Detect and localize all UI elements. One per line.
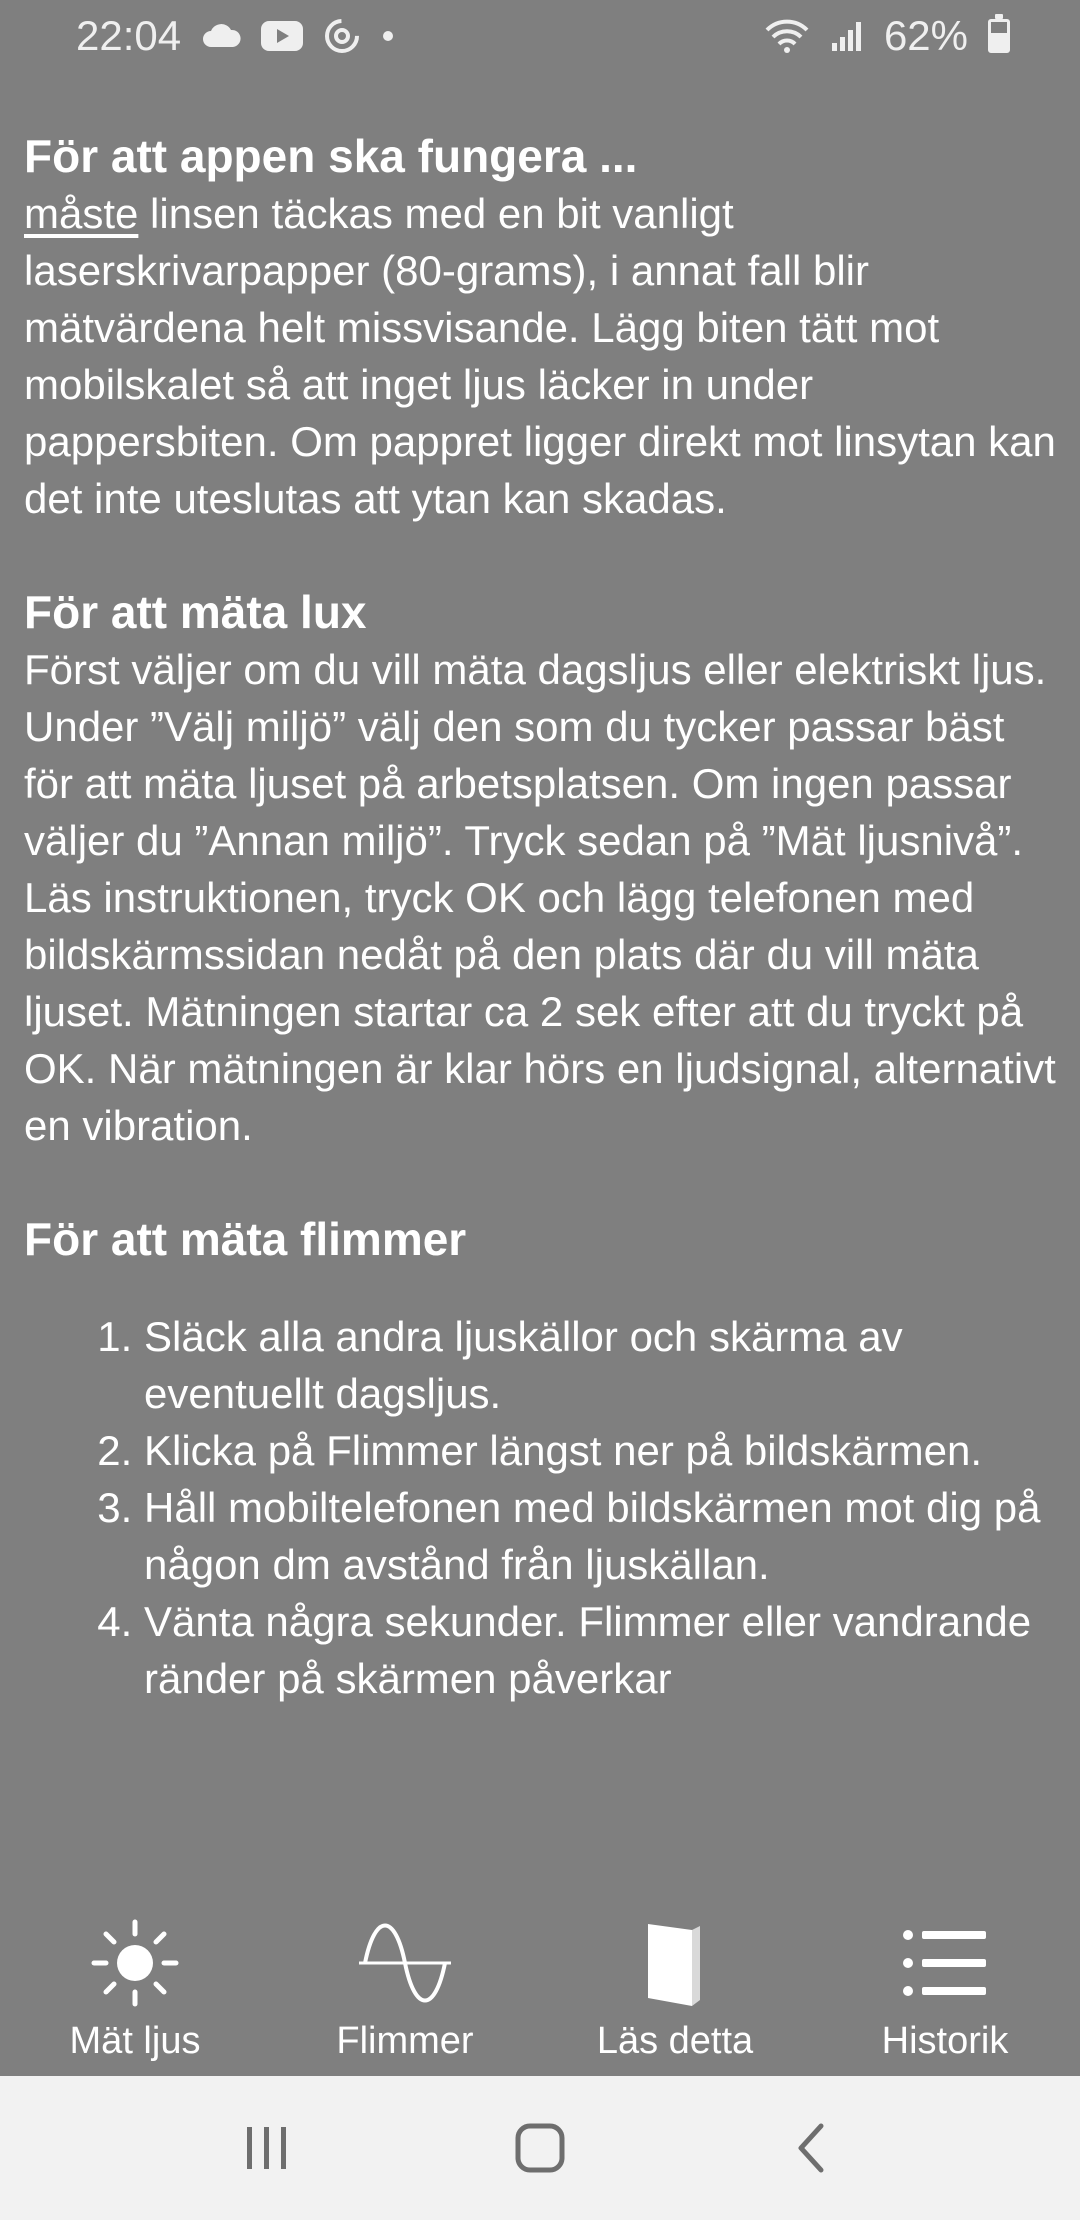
- nav-item-mat-ljus[interactable]: [0, 1898, 270, 2076]
- cloud-icon: [201, 23, 241, 49]
- list-item: 3. Håll mobiltelefonen med bildskärmen mot dig på någon dm avstånd från ljuskällan.: [144, 1479, 1064, 1593]
- nav-label: Mät ljus: [69, 2020, 201, 2062]
- back-icon[interactable]: [783, 2118, 843, 2178]
- nav-label: Historik: [881, 2020, 1009, 2062]
- status-bar: [0, 0, 1080, 72]
- book-icon: [620, 1918, 730, 2008]
- recents-icon[interactable]: [237, 2123, 297, 2173]
- section-title-flicker: För att mäta flimmer: [24, 1213, 467, 1265]
- section-title-lux: För att mäta lux: [24, 586, 367, 638]
- battery-icon: [988, 19, 1010, 53]
- nav-item-flimmer[interactable]: [270, 1898, 540, 2076]
- list-icon: [890, 1918, 1000, 2008]
- list-item: 4. Vänta några sekunder. Flimmer eller vandrande ränder på skärmen påverkar: [144, 1593, 1064, 1707]
- sine-wave-icon: [350, 1918, 460, 2008]
- section-body-lux: Först väljer om du vill mäta dagsljus eller elektriskt ljus. Under ”Välj miljö” välj den som du tycker passar bäst för att mäta ljuset på arbetsplatsen. Om ingen passar väljer du ”Annan miljö”. Tryck sedan på ”Mät ljusnivå”. Läs instruktionen, tryck OK och lägg telefonen med bildskärmssidan nedåt på den plats där du vill mäta ljuset. Mätningen startar ca 2 sek efter att du tryckt på OK. När mätningen är klar hörs en ljudsignal, alternativt en vibration.: [24, 646, 1056, 1149]
- nav-label: Flimmer: [336, 2020, 474, 2062]
- status-left: [76, 12, 395, 60]
- youtube-icon: [261, 21, 303, 51]
- battery-percentage: 62%: [883, 12, 968, 59]
- bottom-navigation: [0, 1898, 1080, 2076]
- home-icon[interactable]: [510, 2118, 570, 2178]
- section-title-app: För att appen ska fungera ...: [24, 130, 638, 182]
- nav-item-las-detta[interactable]: [540, 1898, 810, 2076]
- system-navigation-bar: [0, 2076, 1080, 2220]
- status-right: [764, 12, 1010, 60]
- battery-fill: [991, 33, 1007, 50]
- sun-icon: [80, 1918, 190, 2008]
- flicker-steps-list: [24, 1308, 1064, 1707]
- list-item: 2. Klicka på Flimmer längst ner på bildskärmen.: [144, 1422, 1064, 1479]
- dot-icon: [381, 29, 395, 43]
- wifi-icon: [764, 18, 810, 54]
- underlined-word: måste: [24, 190, 139, 237]
- help-content[interactable]: [24, 128, 1064, 1898]
- spacer: [24, 527, 1064, 584]
- section-body-app-text: linsen täckas med en bit vanligt laserskrivarpapper (80-grams), i annat fall blir mätvärdena helt missvisande. Lägg biten tätt mot mobilskalet så att inget ljus läcker in under pappersbiten. Om pappret ligger direkt mot linsytan kan det inte uteslutas att ytan kan skadas.: [24, 190, 1056, 522]
- signal-icon: [830, 19, 864, 53]
- section-body-app: [24, 185, 1064, 527]
- spacer: [24, 1154, 1064, 1211]
- sync-icon: [323, 17, 361, 55]
- nav-item-historik[interactable]: [810, 1898, 1080, 2076]
- nav-label: Läs detta: [596, 2020, 754, 2062]
- list-item: 1. Släck alla andra ljuskällor och skärma av eventuellt dagsljus.: [144, 1308, 1064, 1422]
- status-time: 22:04: [76, 12, 182, 59]
